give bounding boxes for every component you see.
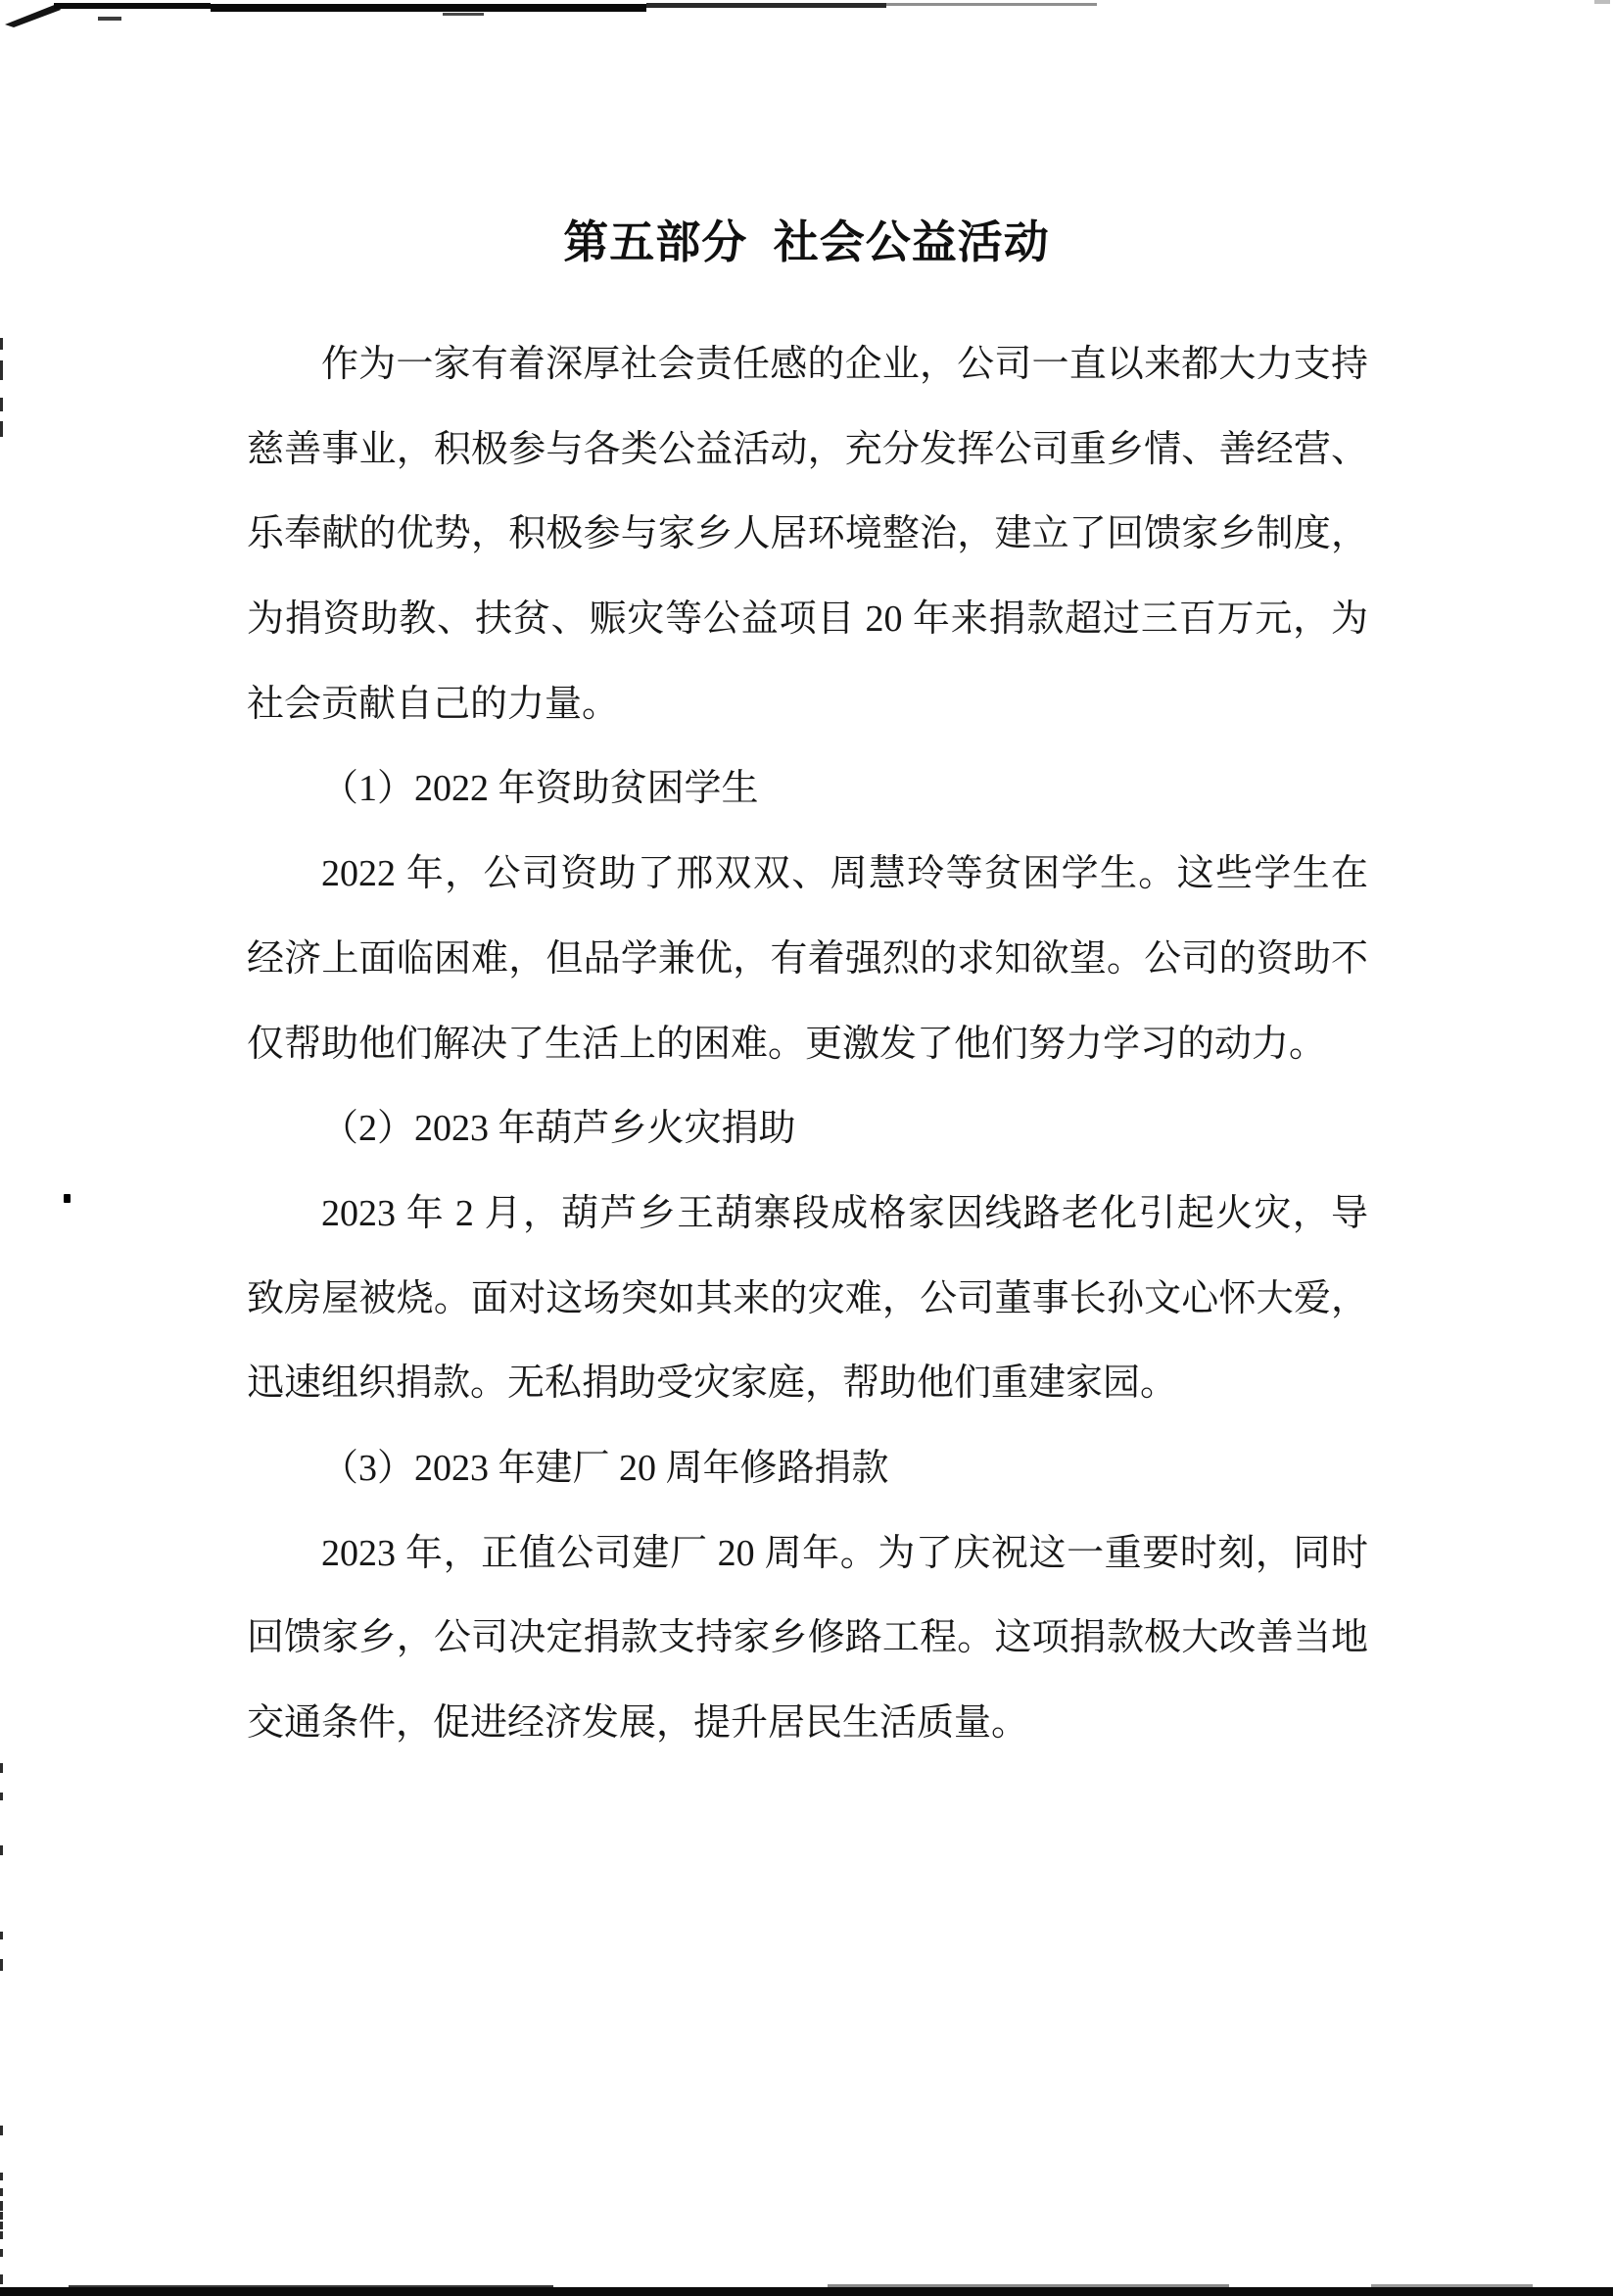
text-line: 2023 年，正值公司建厂 20 周年。为了庆祝这一重要时刻，同时 — [321, 1532, 1368, 1574]
text-line: 2023 年 2 月，葫芦乡王葫寨段成格家因线路老化引起火灾，导 — [321, 1192, 1368, 1234]
document-body — [247, 322, 1368, 1766]
paragraph-intro — [247, 322, 1368, 746]
page-title: 第五部分 社会公益活动 — [563, 217, 1050, 267]
text-line: 交通条件，促进经济发展，提升居民生活质量。 — [247, 1702, 1029, 1744]
text-line: 经济上面临困难，但品学兼优，有着强烈的求知欲望。公司的资助不 — [247, 937, 1368, 980]
scan-artifact-top-line — [0, 0, 1175, 29]
text-line: 2022 年，公司资助了邢双双、周慧玲等贫困学生。这些学生在 — [321, 853, 1368, 895]
text-line: 为捐资助教、扶贫、赈灾等公益项目 20 年来捐款超过三百万元，为 — [247, 598, 1368, 641]
section-heading-2: （2）2023 年葫芦乡火灾捐助 — [321, 1108, 796, 1150]
section-heading-1: （1）2022 年资助贫困学生 — [321, 768, 759, 810]
text-line: 社会贡献自己的力量。 — [247, 683, 620, 725]
text-line: 致房屋被烧。面对这场突如其来的灾难，公司董事长孙文心怀大爱， — [247, 1277, 1368, 1319]
paragraph-road-donation — [247, 1511, 1368, 1766]
scan-artifact-corner-smudge — [1594, 0, 1610, 4]
text-line: 作为一家有着深厚社会责任感的企业，公司一直以来都大力支持 — [321, 344, 1368, 385]
text-line: 仅帮助他们解决了生活上的困难。更激发了他们努力学习的动力。 — [247, 1023, 1327, 1065]
text-line: 回馈家乡，公司决定捐款支持家乡修路工程。这项捐款极大改善当地 — [247, 1617, 1368, 1659]
scan-artifact-ink-speck — [64, 1194, 71, 1203]
text-line: 迅速组织捐款。无私捐助受灾家庭，帮助他们重建家园。 — [247, 1363, 1178, 1405]
section-heading-3: （3）2023 年建厂 20 周年修路捐款 — [321, 1447, 889, 1489]
scan-artifact-bottom-band — [0, 2287, 1613, 2296]
paragraph-fire-donation — [247, 1172, 1368, 1426]
text-line: 乐奉献的优势，积极参与家乡人居环境整治，建立了回馈家乡制度， — [247, 513, 1368, 555]
paragraph-students — [247, 832, 1368, 1086]
text-line: 慈善事业，积极参与各类公益活动，充分发挥公司重乡情、善经营、 — [247, 428, 1368, 470]
